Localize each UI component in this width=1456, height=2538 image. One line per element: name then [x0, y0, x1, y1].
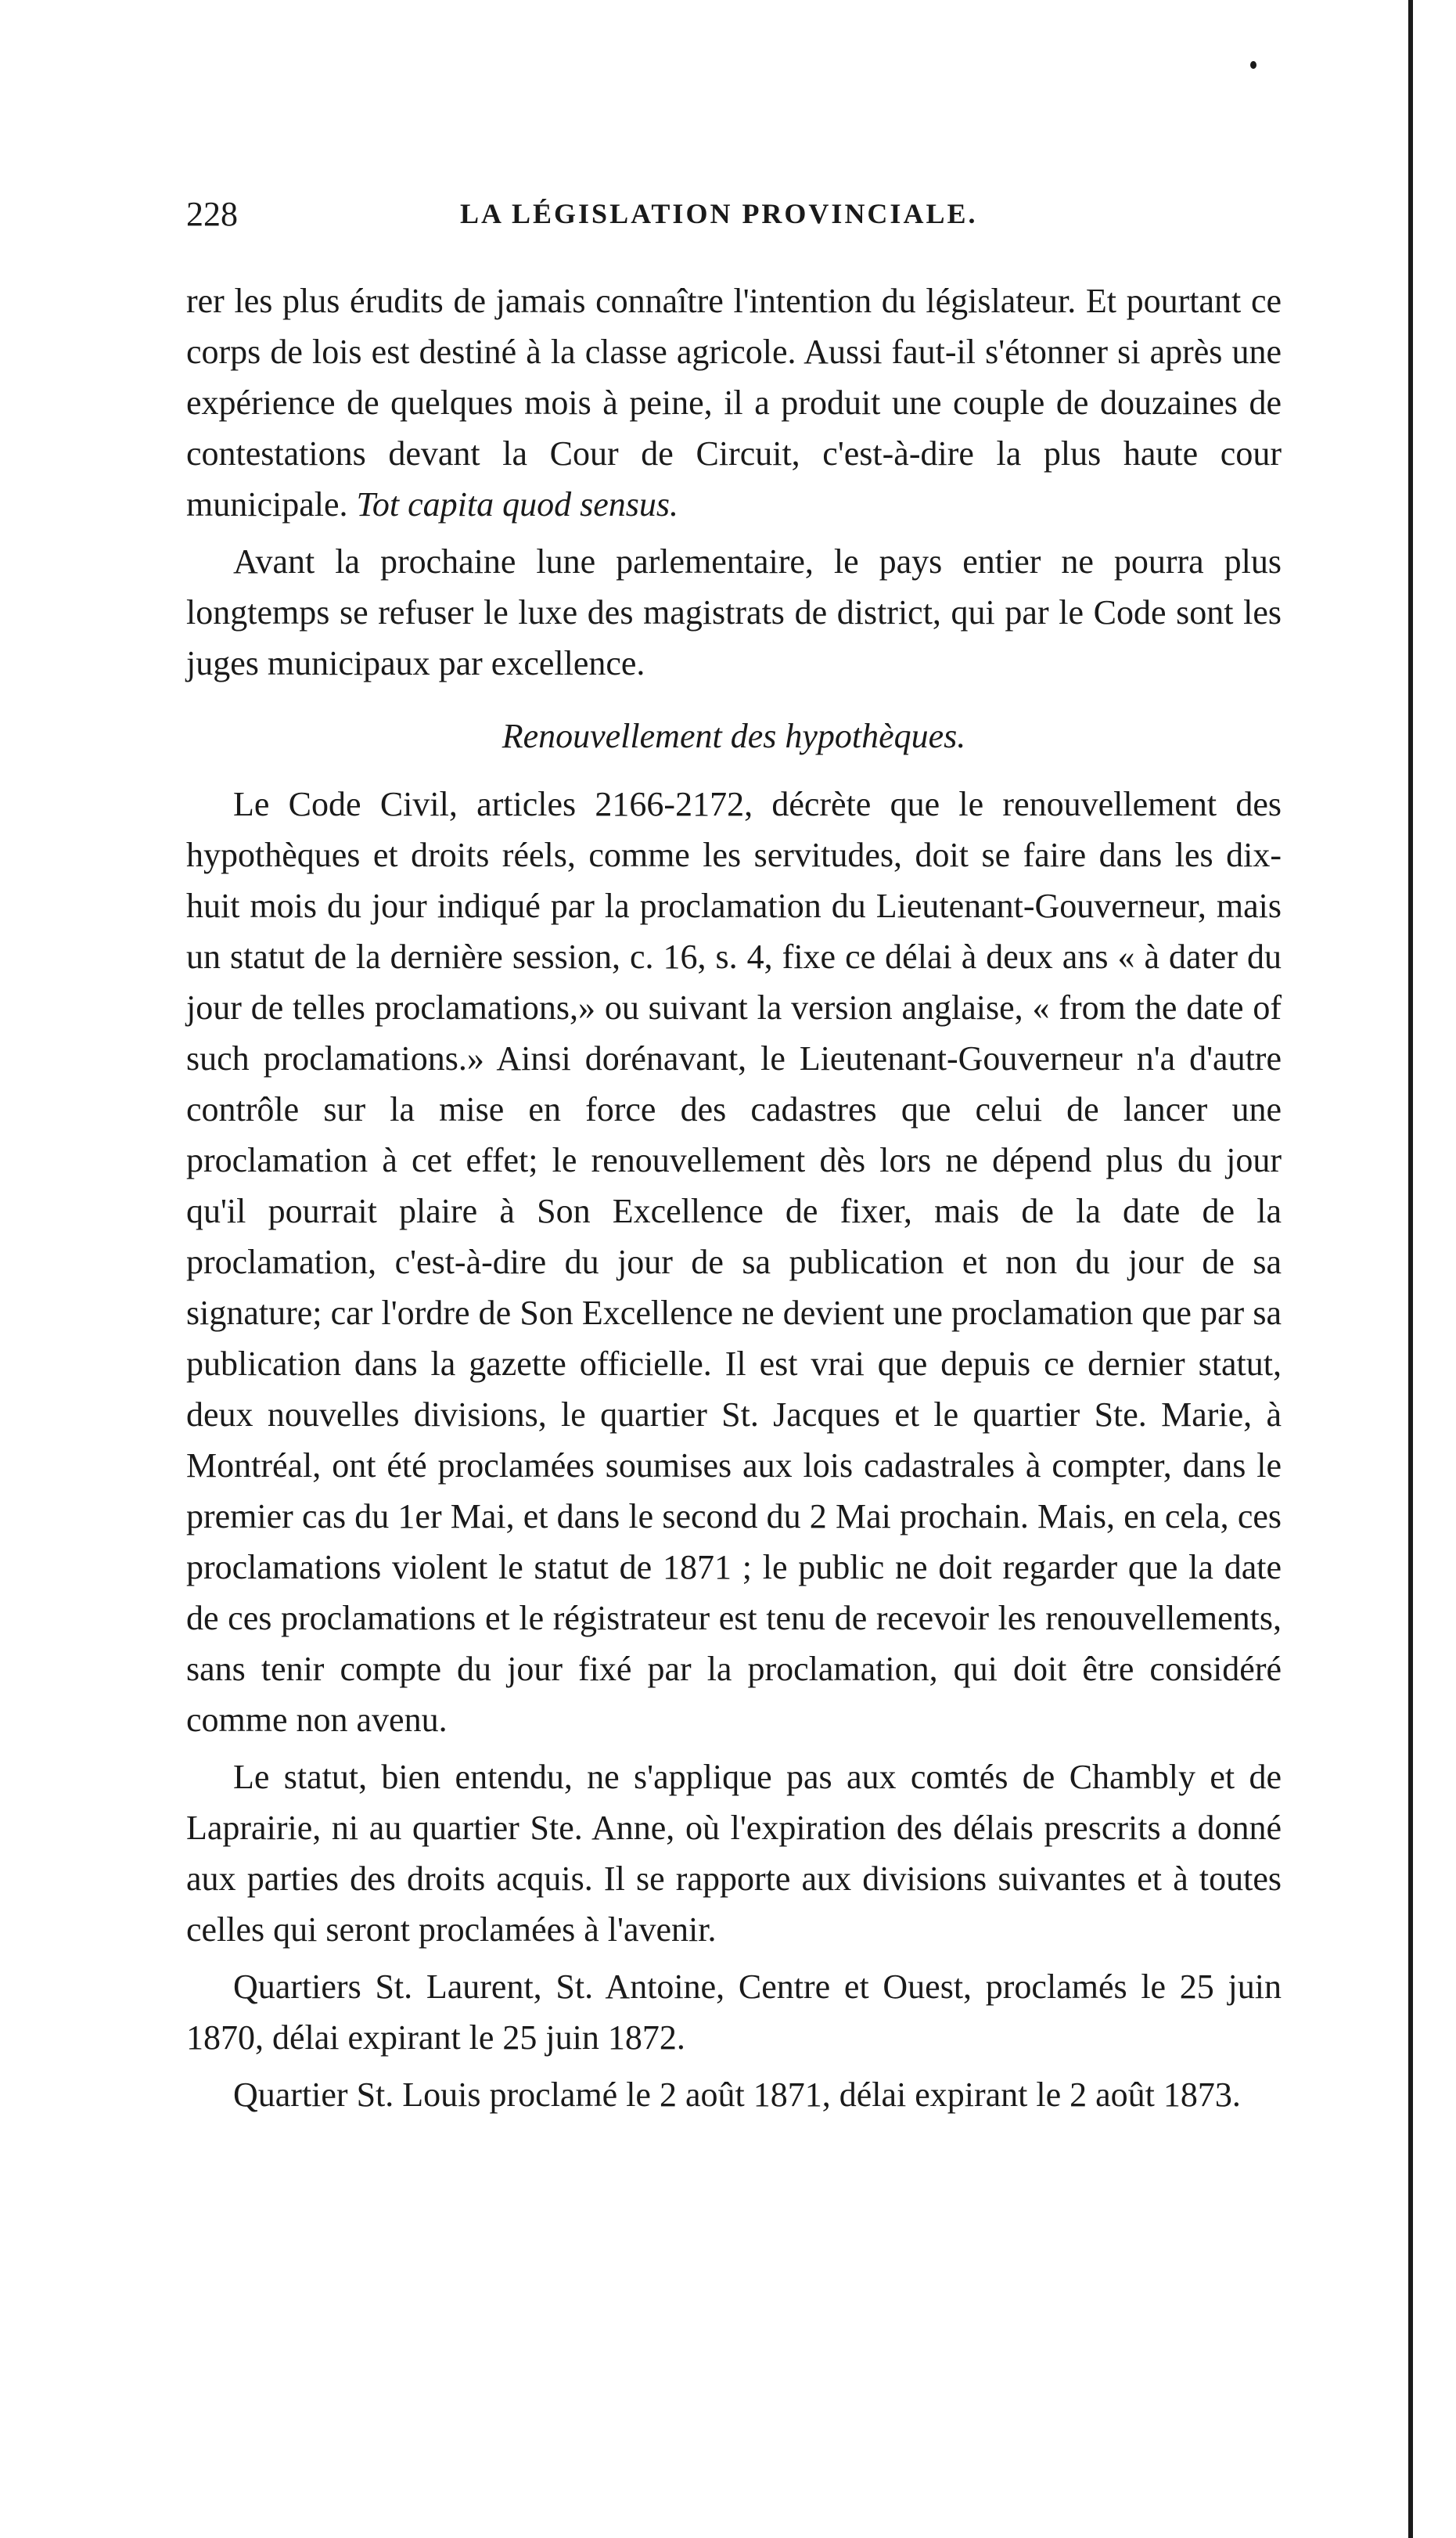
paragraph-1 — [186, 275, 1282, 530]
section-paragraph-4: Quartier St. Louis proclamé le 2 août 1871, délai expirant le 2 août 1873. — [233, 2075, 1241, 2114]
page-edge-line — [1408, 0, 1413, 2538]
section-paragraph-2: Le statut, bien entendu, ne s'applique pas aux comtés de Chambly et de Laprairie, ni au quartier Ste. Anne, où l'expiration des délais prescrits a donné aux parties des droits acquis. Il se rapporte aux divisions suivantes et à toutes celles qui seront proclamées à l'avenir. — [186, 1758, 1282, 1949]
paragraph-1-text: rer les plus érudits de jamais connaître l'intention du législateur. Et pourtant ce corps de lois est destiné à la classe agricole. Aussi faut-il s'étonner si après une expérience de quelques mois à peine, il a produit une couple de douzaines de contestations devant la Cour de Circuit, c'est-à-dire la plus haute cour municipale. — [186, 282, 1282, 524]
running-head: LA LÉGISLATION PROVINCIALE. — [460, 198, 978, 229]
page-header — [186, 194, 1297, 241]
body-text — [186, 275, 1282, 2120]
page-number: 228 — [186, 195, 238, 233]
section-title: Renouvellement des hypothèques. — [502, 717, 966, 755]
section-paragraph-1: Le Code Civil, articles 2166-2172, décrète que le renouvellement des hypothèques et droits réels, comme les servitudes, doit se faire dans les dix-huit mois du jour indiqué par la proclamation du Lieutenant-Gouverneur, mais un statut de la dernière session, c. 16, s. 4, fixe ce délai à deux ans « à dater du jour de telles proclamations,» ou suivant la version anglaise, « from the date of such proclamations.» Ainsi dorénavant, le Lieutenant-Gouverneur n'a d'autre contrôle sur la mise en force des cadastres que celui de lancer une proclamation à cet effet; le renouvellement dès lors ne dépend plus du jour qu'il pourrait plaire à Son Excellence de fixer, mais de la date de la proclamation, c'est-à-dire du jour de sa publication et non du jour de sa signature; car l'ordre de Son Excellence ne devient une proclamation que par sa publication dans la gazette officielle. Il est vrai que depuis ce dernier statut, deux nouvelles divisions, le quartier St. Jacques et le quartier Ste. Marie, à Montréal, ont été proclamées soumises aux lois cadastrales à compter, dans le premier cas du 1er Mai, et dans le second du 2 Mai prochain. Mais, en cela, ces proclamations violent le statut de 1871 ; le public ne doit regarder que la date de ces proclamations et le régistrateur est tenu de recevoir les renouvellements, sans tenir compte du jour fixé par la proclamation, qui doit être considéré comme non avenu. — [186, 785, 1282, 1739]
section-paragraph-3: Quartiers St. Laurent, St. Antoine, Centre et Ouest, proclamés le 25 juin 1870, délai expirant le 25 juin 1872. — [186, 1967, 1282, 2057]
paragraph-2: Avant la prochaine lune parlementaire, le pays entier ne pourra plus longtemps se refuser le luxe des magistrats de district, qui par le Code sont les juges municipaux par excellence. — [186, 542, 1282, 682]
latin-phrase: Tot capita quod sensus. — [356, 485, 679, 524]
ink-speck — [1250, 61, 1256, 69]
